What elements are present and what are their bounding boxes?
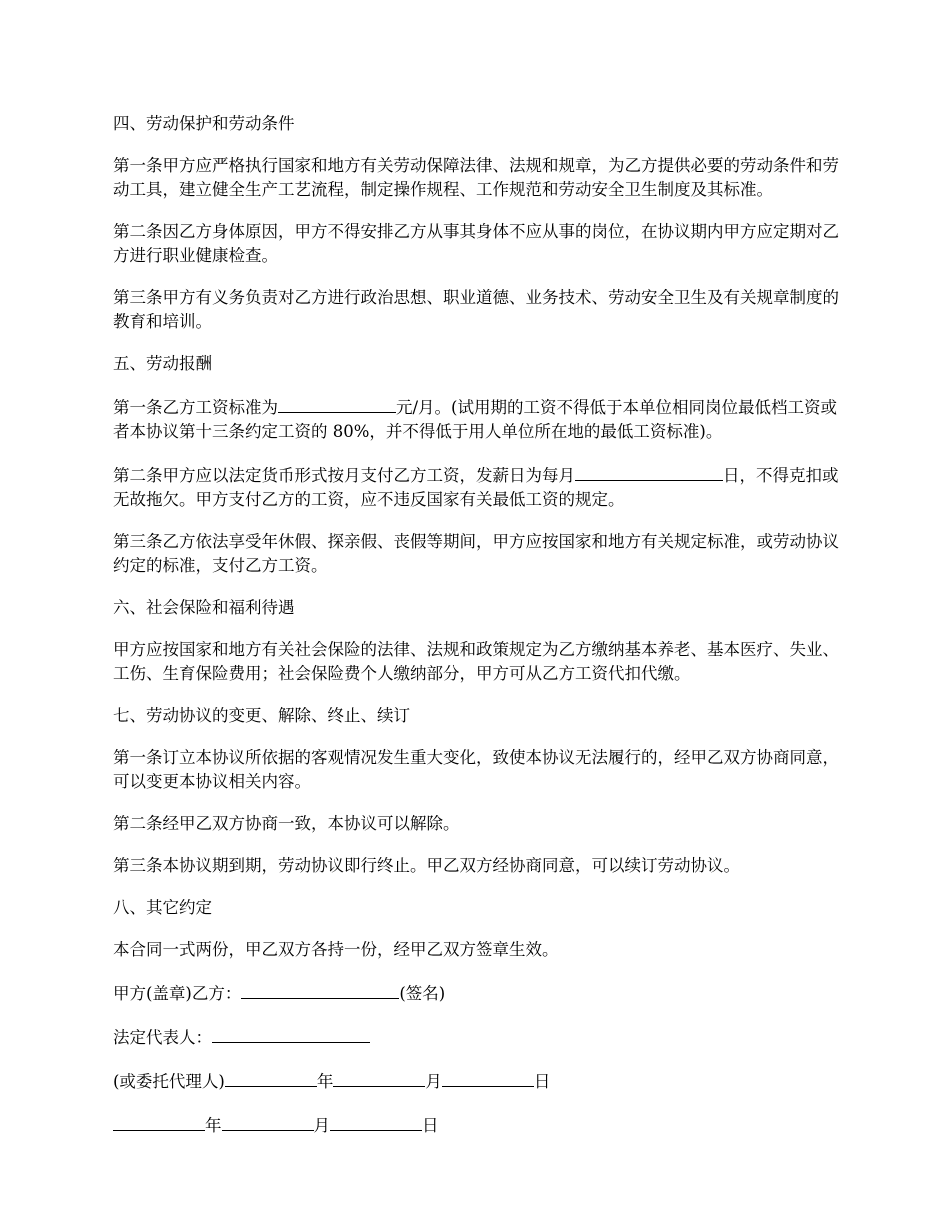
- section-5-title: 五、劳动报酬: [113, 354, 212, 373]
- section-4-clause-2: 第二条因乙方身体原因，甲方不得安排乙方从事其身体不应从事的岗位，在协议期内甲方应定期对乙方进行职业健康检查。: [113, 222, 839, 265]
- year-label: 年: [205, 1116, 222, 1135]
- day-blank: [330, 1112, 422, 1131]
- section-5-clause-3: 第三条乙方依法享受年休假、探亲假、丧假等期间，甲方应按国家和地方有关规定标准，或劳动协议约定的标准，支付乙方工资。: [113, 532, 839, 575]
- sign-label: (签名): [399, 984, 446, 1003]
- month-label: 月: [425, 1072, 442, 1091]
- day-label: 日: [533, 1072, 551, 1091]
- section-5-clause-2: [113, 462, 850, 512]
- year-label: 年: [316, 1072, 334, 1091]
- month-label: 月: [313, 1116, 330, 1135]
- section-7-clause-2: 第二条经甲乙双方协商一致，本协议可以解除。: [113, 814, 460, 833]
- agent-label: (或委托代理人): [113, 1072, 225, 1091]
- wage-blank: [278, 394, 396, 413]
- payday-blank: [575, 462, 723, 481]
- section-7-title: 七、劳动协议的变更、解除、终止、续订: [113, 706, 410, 725]
- date-line: [113, 1112, 850, 1138]
- section-6-title: 六、社会保险和福利待遇: [113, 598, 295, 617]
- year-blank: [113, 1112, 205, 1131]
- month-blank: [222, 1112, 314, 1131]
- month-blank: [333, 1068, 425, 1087]
- clause-text: 日，不得克扣或无故拖欠。甲方支付乙方的工资，应不违反国家有关最低工资的规定。: [113, 466, 839, 509]
- clause-text: 第二条甲方应以法定货币形式按月支付乙方工资，发薪日为每月: [113, 466, 575, 485]
- section-6-clause: 甲方应按国家和地方有关社会保险的法律、法规和政策规定为乙方缴纳基本养老、基本医疗、失业、工伤、生育保险费用；社会保险费个人缴纳部分，甲方可从乙方工资代扣代缴。: [113, 640, 839, 683]
- section-5-clause-1: [113, 394, 850, 444]
- legal-rep-line: [113, 1024, 850, 1050]
- section-4-clause-3: 第三条甲方有义务负责对乙方进行政治思想、职业道德、业务技术、劳动安全卫生及有关规章制度的教育和培训。: [113, 288, 839, 331]
- section-7-clause-1: 第一条订立本协议所依据的客观情况发生重大变化，致使本协议无法履行的，经甲乙双方协商同意，可以变更本协议相关内容。: [113, 748, 839, 791]
- signature-blank: [241, 980, 399, 999]
- party-label: 甲方(盖章)乙方：: [113, 984, 242, 1003]
- day-blank: [442, 1068, 534, 1087]
- section-7-clause-3: 第三条本协议期到期，劳动协议即行终止。甲乙双方经协商同意，可以续订劳动协议。: [113, 856, 740, 875]
- section-8-title: 八、其它约定: [113, 898, 212, 917]
- section-8-clause: 本合同一式两份，甲乙双方各持一份，经甲乙双方签章生效。: [113, 940, 559, 959]
- clause-text: 元/月。(试用期的工资不得低于本单位相同岗位最低档工资或者本协议第十三条约定工资的 80%，并不得低于用人单位所在地的最低工资标准)。: [113, 398, 837, 441]
- signature-party-line: [113, 980, 850, 1006]
- rep-label: 法定代表人：: [113, 1028, 212, 1047]
- section-4-clause-1: 第一条甲方应严格执行国家和地方有关劳动保障法律、法规和规章，为乙方提供必要的劳动条件和劳动工具，建立健全生产工艺流程，制定操作规程、工作规范和劳动安全卫生制度及其标准。: [113, 156, 839, 199]
- agent-date-line: [113, 1068, 850, 1094]
- year-blank: [225, 1068, 317, 1087]
- section-4-title: 四、劳动保护和劳动条件: [113, 114, 295, 133]
- clause-text: 第一条乙方工资标准为: [113, 398, 278, 417]
- day-label: 日: [422, 1116, 439, 1135]
- rep-blank: [212, 1024, 370, 1043]
